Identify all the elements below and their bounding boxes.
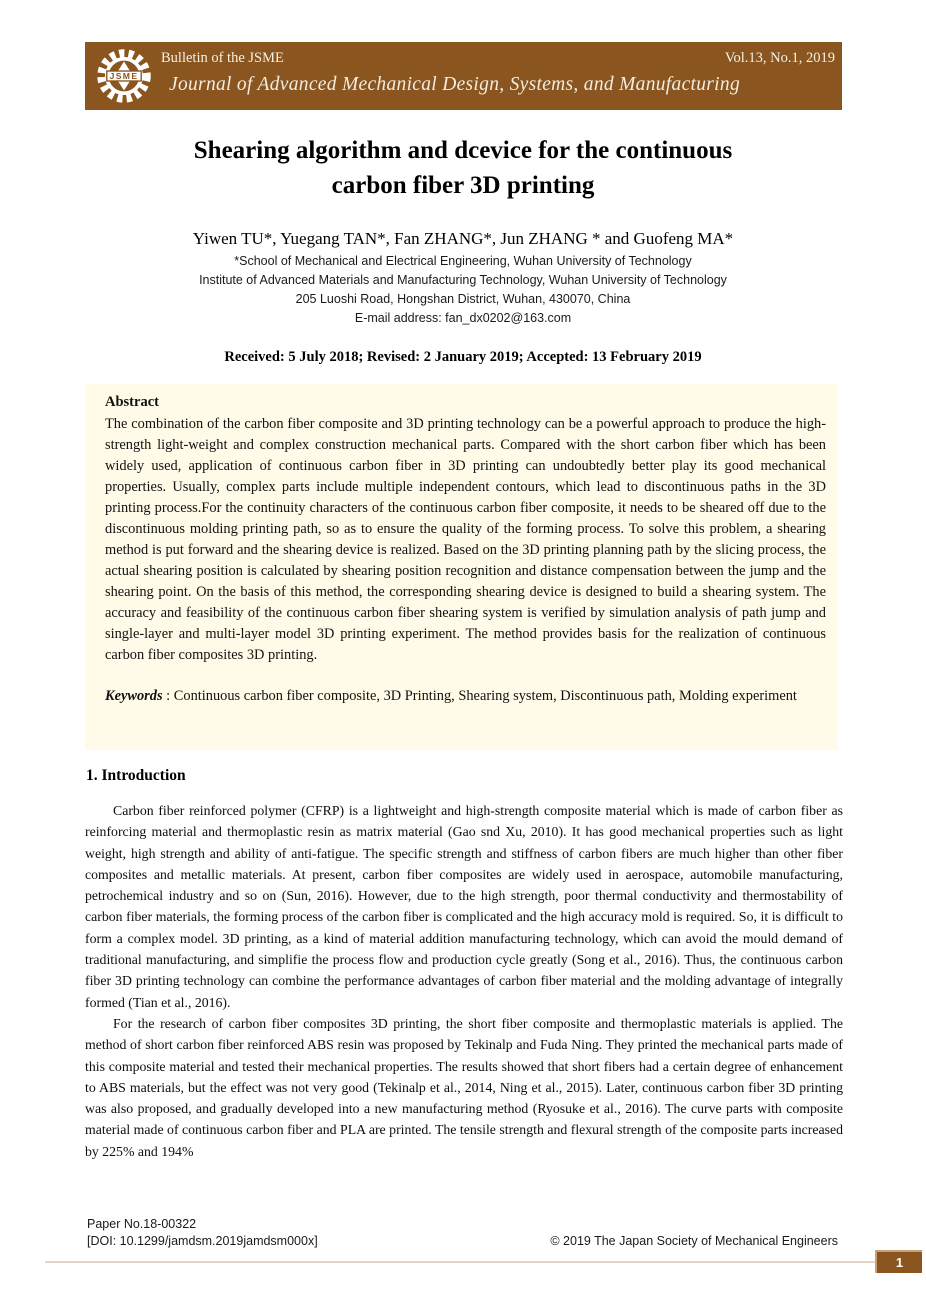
footer-doi: [DOI: 10.1299/jamdsm.2019jamdsm000x] [87,1234,318,1248]
footer-copyright: © 2019 The Japan Society of Mechanical Engineers [550,1234,838,1248]
body-paragraph: For the research of carbon fiber composites 3D printing, the short fiber composite and thermoplastic materials is applied. The method of short carbon fiber reinforced ABS resin was proposed by Tekinalp and Fuda Ning. They printed the mechanical parts made of this composite material and tested their mechanical properties. The results showed that short fibers had a certain degree of enhancement to ABS materials, but the effect was not very good (Tekinalp et al., 2014, Ning et al., 2015). Later, continuous carbon fiber 3D printing was also proposed, and gradually developed into a new manufacturing method (Ryosuke et al., 2016). The curve parts with composite material made of continuous carbon fiber and PLA are printed. The tensile strength and flexural strength of the composite parts increased by 225% and 194% [85,1015,843,1159]
jsme-gear-logo-icon [95,47,153,105]
authors-line: Yiwen TU*, Yuegang TAN*, Fan ZHANG*, Jun ZHANG * and Guofeng MA* [192,229,734,248]
section-heading-introduction: 1. Introduction [86,767,186,784]
page-number-badge: 1 [875,1250,922,1273]
bulletin-label: Bulletin of the JSME [161,50,284,66]
article-title [0,133,926,203]
keywords-text: Continuous carbon fiber composite, 3D Printing, Shearing system, Discontinuous path, Molding experiment [173,688,797,704]
footer-rule [45,1261,922,1263]
footer-paper-number: Paper No.18-00322 [87,1217,197,1231]
journal-title: Journal of Advanced Mechanical Design, Systems, and Manufacturing [169,74,740,95]
affiliations-block [0,252,926,328]
affiliation-line: *School of Mechanical and Electrical Engineering, Wuhan University of Technology [234,254,692,268]
received-revised-accepted-line: Received: 5 July 2018; Revised: 2 January 2019; Accepted: 13 February 2019 [224,349,702,365]
abstract-text: The combination of the carbon fiber composite and 3D printing technology can be a powerful approach to produce the high-strength light-weight and complex construction mechanical parts. Compared with the short carbon fiber which has been widely used, application of continuous carbon fiber in 3D printing can undoubtedly better play its good mechanical properties. Usually, complex parts include multiple independent contours, which lead to discontinuous paths in the 3D printing process.For the continuity characters of the continuous carbon fiber composite, it needs to be sheared off due to the discontinuous molding printing path, so as to ensure the quality of the forming process. To solve this problem, a shearing method is put forward and the shearing device is realized. Based on the 3D printing planning path by the slicing process, the actual shearing position is calculated by shearing position recognition and distance compensation between the jump and the shearing point. On the basis of this method, the corresponding shearing device is designed to build a shearing system. The accuracy and feasibility of the continuous carbon fiber shearing system is verified by simulation analysis of path jump and single-layer and multi-layer model 3D printing experiment. The method provides basis for the realization of continuous carbon fiber composites 3D printing. [105,416,826,663]
article-title-line1: Shearing algorithm and dcevice for the continuous [193,137,733,164]
abstract-box [85,384,838,750]
affiliation-line: Institute of Advanced Materials and Manufacturing Technology, Wuhan University of Technology [199,273,727,287]
body-paragraph: Carbon fiber reinforced polymer (CFRP) is a lightweight and high-strength composite material which is made of carbon fiber as reinforcing material and thermoplastic resin as matrix material (Gao snd Xu, 2010). It has good mechanical properties such as light weight, high strength and ability of anti-fatigue. The specific strength and stiffness of carbon fibers are much higher than other fiber composites and metallic materials. At present, carbon fiber composites are widely used in aerospace, automobile manufacturing, petrochemical industry and so on (Sun, 2016). However, due to the high strength, poor thermal conductivity and thermostability of carbon fiber materials, the forming process of the carbon fiber is complicated and the high accuracy mold is required. So, it is difficult to form a complex model. 3D printing, as a kind of material addition manufacturing technology, which can avoid the mould demand of traditional manufacturing, and simplifie the process flow and production cycle greatly (Song et al., 2016). Thus, the continuous carbon fiber 3D printing technology can combine the performance advantages of carbon fiber material and the molding advantage of integrally formed (Tian et al., 2016). [85,803,843,1010]
volume-issue-label: Vol.13, No.1, 2019 [724,50,835,66]
keywords-label: Keywords [105,688,163,704]
introduction-body [85,800,843,1162]
jsme-logo-text: JSME [109,71,139,82]
article-title-line2: carbon fiber 3D printing [331,172,595,199]
journal-header-band [85,42,842,110]
keywords-separator: : [162,688,174,704]
email-line: E-mail address: fan_dx0202@163.com [354,311,572,325]
abstract-heading: Abstract [105,394,159,410]
keywords-line [105,686,826,707]
affiliation-line: 205 Luoshi Road, Hongshan District, Wuhan, 430070, China [295,292,631,306]
